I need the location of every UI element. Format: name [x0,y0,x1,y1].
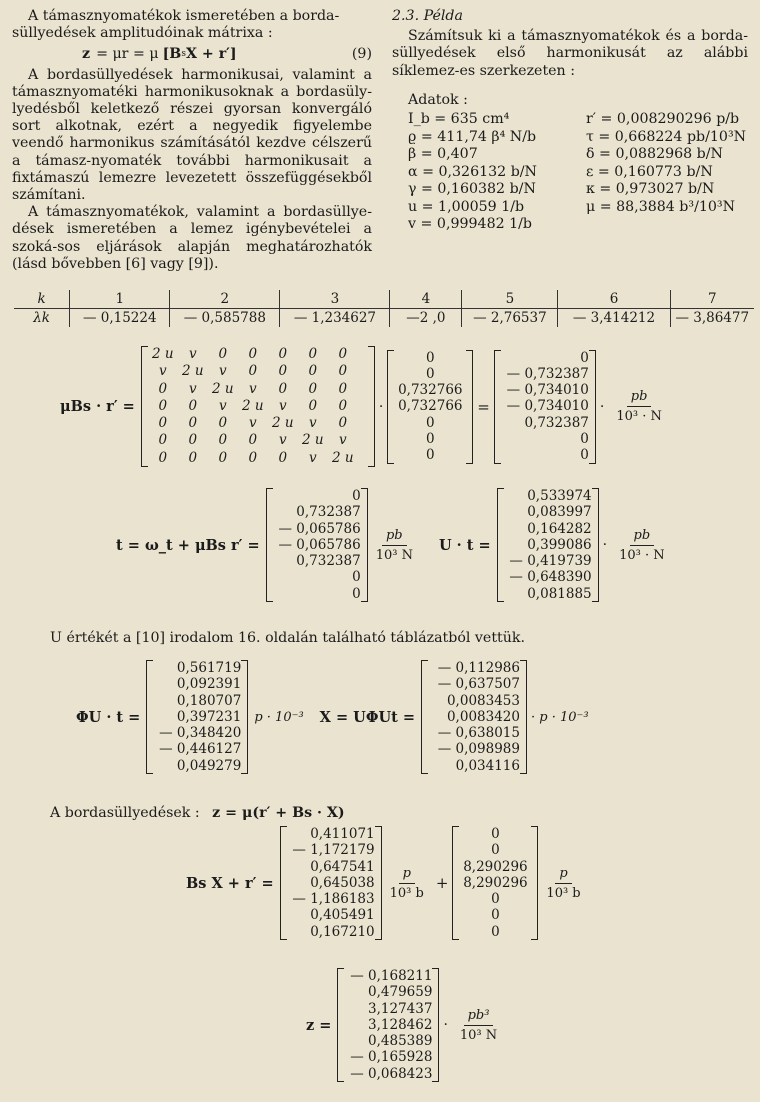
plus-sign: + [435,874,449,893]
eq9-number: (9) [351,46,372,63]
vector-entry: 0 [580,447,589,464]
matrix-cell: 0 [158,397,168,414]
eq9-z: z [82,46,91,63]
vector-entry: — 0,348420 [159,725,242,742]
vector-entry: — 1,172179 [292,842,375,859]
matrix-cell: v [219,363,227,380]
lambda-value: — 2,76537 [473,310,547,326]
matrix-cell: 0 [338,397,348,414]
vec-t-col [273,488,361,602]
eq-X-lhs: X = UΦUt = [319,708,415,726]
vector-entry: — 0,732387 [506,365,589,382]
matrix-cell: 0 [158,432,168,449]
adatok-row [408,181,748,199]
vector-entry: 0,397231 [176,708,242,725]
lambda-value: — 3,414212 [572,310,656,326]
vector-entry: — 0,638015 [437,725,520,742]
matrix-cell: 0 [158,449,168,466]
lambda-table [14,290,754,327]
unit-Ut: $\frac{pb}{\text{10³ · N}}$ [619,527,665,563]
unit-BsX: $\frac{p}{\text{10³ b}}$ [389,865,424,901]
matrix-cell: 2 u [242,397,264,414]
adatok-row [408,199,748,217]
vec-result [494,350,596,464]
adatok-row [408,129,748,147]
matrix-cell: 0 [308,363,318,380]
vector-entry: — 0,168211 [350,968,433,984]
matrix-cell: 0 [188,449,198,466]
vector-entry: — 0,068423 [350,1065,433,1082]
vector-entry: — 0,112986 [437,660,520,676]
vector-entry: 0 [426,447,435,464]
adatok-left: α = 0,326132 b/N [408,163,537,180]
matrix-cell: v [159,363,167,380]
vector-entry: 0 [426,365,435,382]
vector-entry: 0 [491,826,500,842]
adatok-row [408,216,748,234]
vector-entry: 0 [491,907,500,924]
vector-entry: 0,411071 [310,826,375,842]
vector-entry: 0,092391 [176,676,242,693]
eq9-rest: X + r′] [185,46,237,63]
vector-entry: 0,399086 [527,536,592,553]
k-value: 6 [558,290,670,309]
adatok-right: μ = 88,3884 b³/10³N [586,198,736,215]
vector-entry: 0,732766 [398,382,463,399]
matrix-cell: 0 [218,432,228,449]
vector-entry: — 0,637507 [437,676,520,693]
unit-X: · p · 10⁻³ [530,709,589,725]
matrix-cell: 0 [338,363,348,380]
adatok-right: ε = 0,160773 b/N [586,163,713,180]
band-matrix-grid [148,346,368,467]
eq-z: z = — 0,168211 0,479659 3,127437 3,128462 0,485389 — 0,165928 — 0,068423 · $\frac{\text{pb³}}{\text{10³ N}}$ [306,968,505,1082]
lambda-row [14,309,754,328]
lambda-value: — 3,86477 [675,310,750,326]
note-U: U értékét a [10] irodalom 16. oldalán található táblázatból vettük. [50,630,525,646]
adatok-row [408,164,748,182]
matrix-cell: v [309,449,317,466]
vector-entry: 0,732387 [296,553,361,570]
bordas-label: A bordasüllyedések : [50,805,200,821]
lambda-value: —2 ,0 [406,310,446,326]
matrix-cell: 0 [338,380,348,397]
eq-BsX [186,826,589,940]
matrix-cell: v [219,397,227,414]
adatok-right: κ = 0,973027 b/N [586,181,715,198]
vector-entry: 0,0083453 [446,692,520,709]
matrix-cell: 0 [248,432,258,449]
eq-t: t = ω_t + μBs r′ = 0 0,732387 — 0,065786 — 0,065786 0,732387 0 0 $\frac{pb}{\text{10³ N}}$ U · t = 0,533974 0,083997 0,164282 0,399086 — 0,419739 — 0,648390 0,081885 · $\frac{pb}{\text{10³ · N}}$ [116,488,673,602]
adatok-left: v = 0,999482 1/b [408,216,533,233]
vector-entry: — 0,165928 [350,1049,433,1066]
vector-entry: 0,081885 [527,585,592,602]
vector-entry: 0,732766 [398,398,463,415]
vector-entry: — 0,734010 [506,398,589,415]
vector-entry: 0 [426,430,435,447]
vec-result-col [501,350,589,464]
unit-muBsr: $\frac{pb}{\text{10³ · N}}$ [616,389,662,425]
vec-Ut-col [504,488,592,602]
eq-Ut-lhs: U · t = [438,536,491,554]
matrix-cell: 0 [188,432,198,449]
vector-entry: 0 [491,842,500,859]
vector-entry: 0 [580,430,589,447]
vec-t [266,488,368,602]
vector-entry: 0 [352,585,361,602]
k-value: 3 [280,290,390,309]
unit-rprime-scaled: $\frac{p}{\text{10³ b}}$ [546,865,581,901]
eq9-mid: = μr = μ [96,46,159,63]
vec-BsX [280,826,382,940]
adatok-label: Adatok : [408,91,468,108]
eq-muBsr: μBs · r′ = 2 u v 0 0 0 0 0 v 2 u v 0 0 0 0 0 v 2 u v 0 0 0 0 0 v 2 u v 0 0 0 0 0 v 2 u v 0 0 0 0 0 v 2 u v 0 0 0 0 0 v 2 u · 0 0 0,732766 0,732766 0 0 0 = 0 — 0,732387 — 0,734010 — 0,734010 0,732387 0 0 · $\frac{pb}{\text{10³ · N}}$ [60,346,670,467]
matrix-cell: 2 u [302,432,324,449]
vec-PhiUt-col [153,660,241,774]
vector-entry: — 0,065786 [278,536,361,553]
vector-entry: 0,732387 [296,504,361,521]
matrix-cell: 0 [308,346,318,362]
eq9-bracket: [B [162,46,182,63]
matrix-cell: v [249,415,257,432]
matrix-cell: 0 [248,346,258,362]
vector-entry: 3,127437 [368,1000,433,1017]
matrix-cell: 2 u [272,415,294,432]
vector-entry: 0,167210 [310,923,375,940]
vector-entry: 0,083997 [527,504,592,521]
bordas-eq: z = μ(r′ + Bs · X) [212,805,345,821]
adatok-right: δ = 0,0882968 b/N [586,146,723,163]
equation-9 [82,46,372,63]
vector-entry: 0 [491,923,500,940]
paragraph-harmonics: A bordasüllyedések harmonikusai, valamint a támasznyomatéki harmonikusoknak a bordasüly-lyedésből keletkező részei gyorsan konvergáló sort alkotnak, ezért a negyedik figyelembe veendő harmonikus számításától kezdve célszerű a támasz-nyomaték további harmonikusait a fixtámaszú lemezre levezetett összefüggésekből számítani. [12,66,372,204]
matrix-cell: v [339,432,347,449]
vector-entry: — 1,186183 [292,891,375,908]
eq9-sub: s [181,49,186,60]
matrix-cell: 2 u [182,363,204,380]
matrix-cell: 0 [158,415,168,432]
vector-entry: 0,479659 [368,984,433,1001]
lambda-value: — 0,15224 [82,310,157,326]
bordas-line [50,805,345,822]
intro-line-1: A támasznyomatékok ismeretében a borda- [28,8,340,24]
unit-PhiUt: p · 10⁻³ [254,709,304,725]
vec-X [421,660,527,774]
k-row [14,290,754,309]
lambda-table-wrap [14,290,754,327]
vector-entry: 0 [426,414,435,431]
eq-PhiUt [76,660,589,774]
eq-muBsr-lhs: μBs · r′ = [60,398,135,416]
matrix-cell: v [189,380,197,397]
vector-entry: 0 [352,569,361,586]
lambda-value: — 0,585788 [183,310,266,326]
vec-z-col [344,968,432,1082]
matrix-cell: 0 [338,415,348,432]
left-column [12,8,372,273]
k-value: 5 [462,290,558,309]
vector-entry: — 0,734010 [506,382,589,399]
adatok-right: τ = 0,668224 pb/10³N [586,128,747,145]
unit-t: $\frac{pb}{\text{10³ N}}$ [375,527,413,563]
matrix-cell: 0 [158,380,168,397]
matrix-cell: 0 [308,380,318,397]
vector-entry: 8,290296 [463,874,528,891]
k-value: 7 [671,290,755,309]
eq-z-lhs: z = [306,1016,332,1034]
vec-rprime-scaled [452,826,538,940]
vector-entry: 0,049279 [176,757,242,774]
adatok-right: r′ = 0,008290296 p/b [586,111,740,128]
matrix-cell: 0 [248,363,258,380]
matrix-cell: 0 [278,346,288,362]
vector-entry: 0,405491 [310,907,375,924]
vector-entry: 0,485389 [368,1033,433,1050]
matrix-cell: v [189,346,197,362]
matrix-cell: 0 [338,346,348,362]
vector-entry: 8,290296 [463,858,528,875]
matrix-cell: 0 [278,363,288,380]
vector-entry: 0 [491,891,500,908]
vector-entry: 0,647541 [310,858,375,875]
vector-entry: 0,732387 [524,414,589,431]
k-value: 2 [170,290,280,309]
example-intro: Számítsuk ki a támasznyomatékok és a borda-süllyedések első harmonikusát az alábbi síklemez-es szerkezeten : [392,28,748,79]
vec-rprime-col [394,350,466,464]
example-heading: 2.3. Példa [392,8,463,24]
matrix-cell: 0 [278,380,288,397]
k-value: 4 [390,290,461,309]
matrix-cell: v [279,397,287,414]
adatok-left: ϱ = 411,74 β⁴ N/b [408,128,537,145]
vec-X-col [428,660,520,774]
eq-PhiUt-lhs: ΦU · t = [76,708,141,726]
vector-entry: — 0,648390 [509,569,592,586]
vector-entry: — 0,446127 [159,741,242,758]
matrix-cell: 0 [218,415,228,432]
matrix-cell: 0 [218,449,228,466]
band-matrix [141,346,375,467]
matrix-cell: v [279,432,287,449]
k-label: k [14,290,70,309]
matrix-cell: 2 u [332,449,354,466]
adatok-left: γ = 0,160382 b/N [408,181,536,198]
vector-entry: 0,561719 [176,660,242,676]
vector-entry: — 0,098989 [437,741,520,758]
vector-entry: 0,533974 [527,488,592,504]
adatok-left: u = 1,00059 1/b [408,198,525,215]
vec-rprime [387,350,473,464]
vector-entry: 0,0083420 [446,708,520,725]
vector-entry: — 0,065786 [278,520,361,537]
matrix-cell: 0 [278,449,288,466]
unit-z: $\frac{\text{pb³}}{\text{10³ N}}$ [459,1007,498,1043]
intro-line-2: süllyedések amplitudóinak mátrixa : [12,25,273,42]
paragraph-stresses: A támasznyomatékok, valamint a bordasüllye-dések ismeretében a lemez igénybevételei a szoká-sos eljárások alapján meghatározhatók (lásd bővebben [6] vagy [9]). [12,204,372,272]
eq-t-lhs: t = ω_t + μBs r′ = [116,536,260,554]
vector-entry: — 0,419739 [509,553,592,570]
matrix-cell: 2 u [152,346,174,362]
lambda-label: λk [33,310,50,326]
k-value: 1 [70,290,170,309]
right-column [392,8,748,234]
matrix-cell: 0 [218,346,228,362]
vector-entry: 0 [580,349,589,366]
matrix-cell: 0 [188,397,198,414]
vec-Ut [497,488,599,602]
vector-entry: 0,645038 [310,874,375,891]
vec-BsX-col [287,826,375,940]
adatok-row [408,111,748,129]
matrix-cell: 0 [308,397,318,414]
vec-PhiUt [146,660,248,774]
vector-entry: 0 [426,349,435,366]
vector-entry: 0,180707 [176,692,242,709]
lambda-value: — 1,234627 [293,310,377,326]
adatok-table [408,111,748,234]
matrix-cell: v [309,415,317,432]
vector-entry: 0 [352,488,361,504]
eq-BsX-lhs: Bs X + r′ = [186,874,274,892]
adatok-row [408,146,748,164]
matrix-cell: v [249,380,257,397]
matrix-cell: 0 [248,449,258,466]
vector-entry: 0,164282 [527,520,592,537]
vec-z [337,968,439,1082]
adatok-left: I_b = 635 cm⁴ [408,111,510,128]
matrix-cell: 2 u [212,380,234,397]
adatok-left: β = 0,407 [408,146,478,163]
matrix-cell: 0 [188,415,198,432]
vector-entry: 0,034116 [455,757,520,774]
vec-rprime-scaled-col [459,826,531,940]
vector-entry: 3,128462 [368,1016,433,1033]
